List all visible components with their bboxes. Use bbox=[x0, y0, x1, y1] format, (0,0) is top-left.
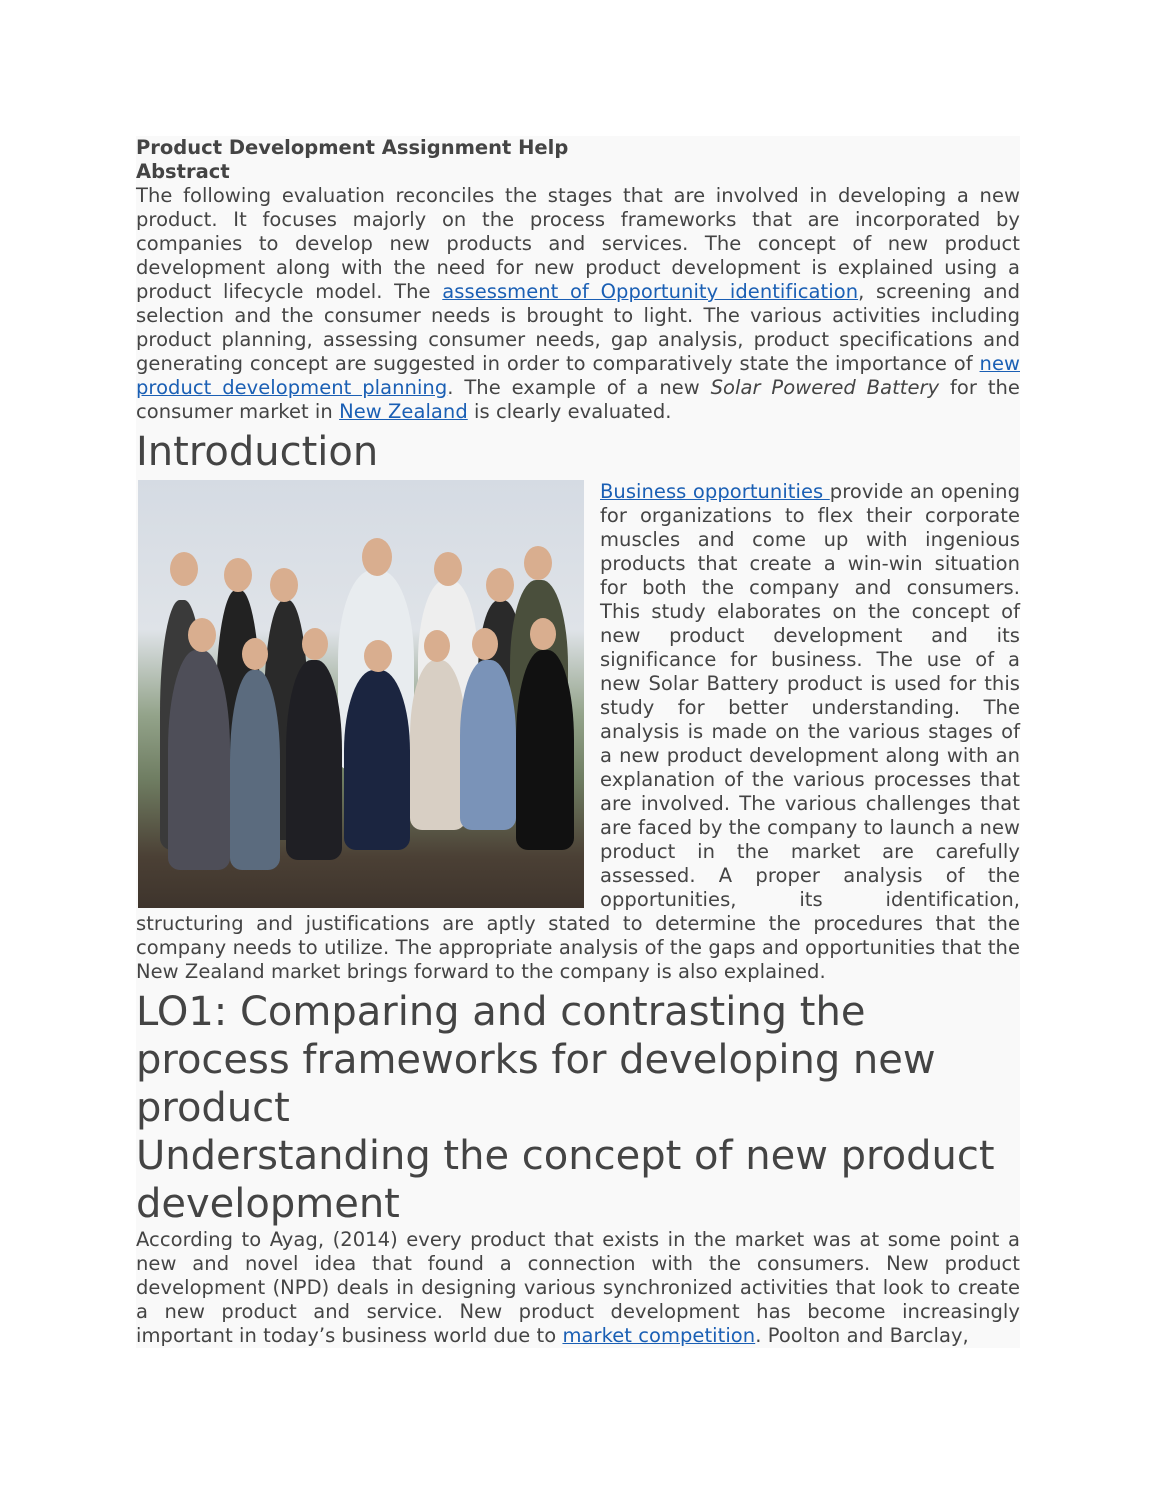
page-title: Product Development Assignment Help bbox=[136, 136, 569, 159]
article bbox=[136, 136, 1020, 1348]
abstract-heading: Abstract bbox=[136, 160, 230, 183]
business-opportunities-link[interactable]: Business opportunities bbox=[600, 480, 830, 503]
opportunity-identification-link[interactable]: assessment of Opportunity identification bbox=[442, 280, 859, 303]
npd-concept-heading: Understanding the concept of new product development bbox=[136, 1133, 995, 1227]
lo1-heading: LO1: Comparing and contrasting the process frameworks for developing new product bbox=[136, 989, 936, 1131]
introduction-paragraph: Business opportunities provide an opening for organizations to flex their corporate muscles and come up with ingenious products that create a win-win situation for both the company and consumers. This study elaborates on the concept of new product development and its significance for business. The use of a new Solar Battery product is used for this study for better understanding. The analysis is made on the various stages of a new product development along with an explanation of the various processes that are involved. The various challenges that are faced by the company to launch a new product in the market are carefully assessed. A proper analysis of the opportunities, its identification, structuring and justifications are aptly stated to determine the procedures that the company needs to utilize. The appropriate analysis of the gaps and opportunities that the New Zealand market brings forward to the company is also explained. bbox=[136, 480, 1021, 983]
introduction-section bbox=[136, 480, 1020, 984]
market-competition-link[interactable]: market competition bbox=[562, 1324, 756, 1347]
new-zealand-link[interactable]: New Zealand bbox=[339, 400, 468, 423]
npd-planning-link[interactable]: new product development planning bbox=[136, 352, 1020, 399]
npd-concept-paragraph: According to Ayag, (2014) every product that exists in the market was at some point a new and novel idea that found a connection with the consumers. New product development (NPD) deals in designing various synchronized activities that look to create a new product and service. New product development has become increasingly important in today’s business world due to market competition. Poolton and Barclay, bbox=[136, 1228, 1020, 1347]
introduction-heading: Introduction bbox=[136, 429, 379, 475]
abstract-paragraph: The following evaluation reconciles the stages that are involved in developing a new product. It focuses majorly on the process frameworks that are incorporated by companies to develop new products and services. The concept of new product development along with the need for new product development is explained using a product lifecycle model. The assessment of Opportunity identification, screening and selection and the consumer needs is brought to light. The various activities including product planning, assessing consumer needs, gap analysis, product specifications and generating concept are suggested in order to comparatively state the importance of new product development planning. The example of a new Solar Powered Battery for the consumer market in New Zealand is clearly evaluated. bbox=[136, 184, 1020, 423]
group-photo bbox=[138, 480, 584, 908]
